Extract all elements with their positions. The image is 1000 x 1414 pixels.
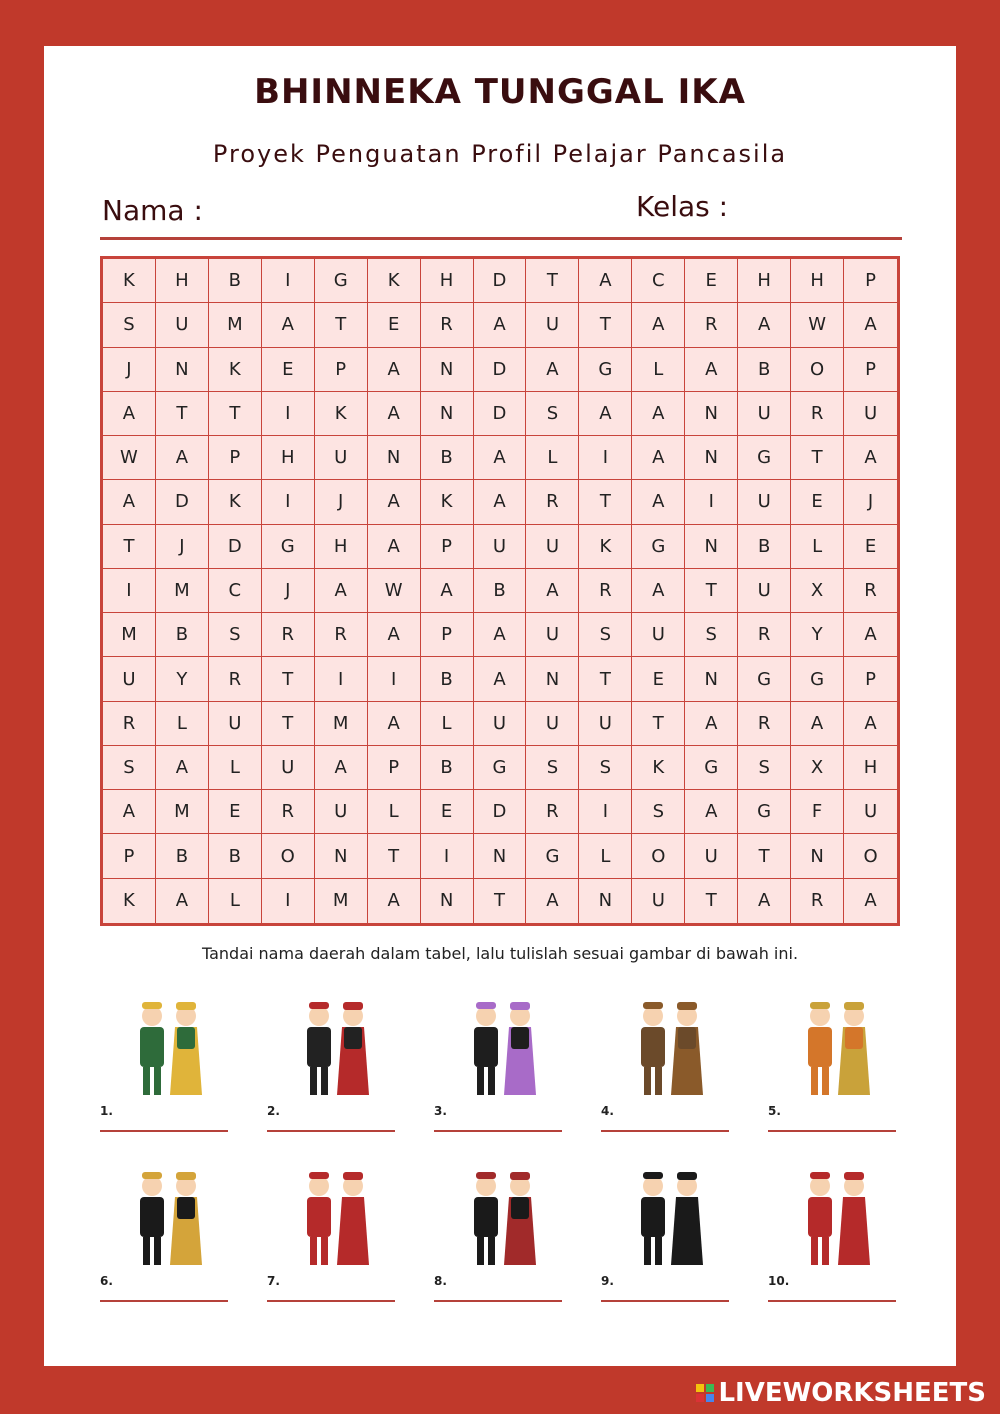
grid-cell[interactable]: G — [474, 746, 527, 790]
grid-cell[interactable]: R — [103, 702, 156, 746]
grid-cell[interactable]: P — [844, 657, 897, 701]
grid-cell[interactable]: U — [156, 303, 209, 347]
answer-slot — [434, 994, 564, 1134]
grid-cell[interactable]: T — [579, 657, 632, 701]
grid-cell[interactable]: X — [791, 746, 844, 790]
grid-cell[interactable]: M — [156, 790, 209, 834]
grid-cell[interactable]: W — [103, 436, 156, 480]
grid-cell[interactable]: F — [791, 790, 844, 834]
grid-cell[interactable]: A — [844, 436, 897, 480]
grid-cell[interactable]: P — [103, 834, 156, 878]
grid-cell[interactable]: U — [632, 879, 685, 923]
grid-cell[interactable]: E — [262, 348, 315, 392]
grid-cell[interactable]: E — [368, 303, 421, 347]
grid-cell[interactable]: K — [368, 259, 421, 303]
grid-cell[interactable]: U — [632, 613, 685, 657]
grid-cell[interactable]: K — [632, 746, 685, 790]
grid-cell[interactable]: U — [262, 746, 315, 790]
answer-input-line[interactable] — [100, 1300, 228, 1302]
grid-cell[interactable]: B — [209, 834, 262, 878]
traditional-costume-couple-icon — [788, 994, 888, 1104]
grid-cell[interactable]: U — [738, 392, 791, 436]
grid-cell[interactable]: U — [738, 480, 791, 524]
grid-cell[interactable]: U — [103, 657, 156, 701]
grid-cell[interactable]: E — [421, 790, 474, 834]
grid-cell[interactable]: A — [844, 702, 897, 746]
grid-cell[interactable]: L — [368, 790, 421, 834]
grid-cell[interactable]: U — [526, 702, 579, 746]
grid-cell[interactable]: K — [579, 525, 632, 569]
grid-cell[interactable]: I — [421, 834, 474, 878]
grid-cell[interactable]: A — [474, 613, 527, 657]
grid-cell[interactable]: H — [738, 259, 791, 303]
grid-cell[interactable]: A — [156, 879, 209, 923]
grid-cell[interactable]: R — [262, 613, 315, 657]
grid-cell[interactable]: A — [526, 879, 579, 923]
grid-cell[interactable]: N — [156, 348, 209, 392]
grid-cell[interactable]: S — [209, 613, 262, 657]
grid-cell[interactable]: I — [103, 569, 156, 613]
grid-cell[interactable]: S — [579, 746, 632, 790]
grid-cell[interactable]: A — [791, 702, 844, 746]
word-search-grid — [100, 256, 900, 926]
grid-cell[interactable]: H — [421, 259, 474, 303]
grid-cell[interactable]: K — [315, 392, 368, 436]
grid-cell[interactable]: L — [579, 834, 632, 878]
grid-cell[interactable]: N — [421, 392, 474, 436]
grid-cell[interactable]: R — [791, 879, 844, 923]
watermark-text: LIVEWORKSHEETS — [718, 1378, 986, 1408]
grid-cell[interactable]: A — [156, 436, 209, 480]
grid-cell[interactable]: U — [474, 702, 527, 746]
grid-cell[interactable]: P — [421, 525, 474, 569]
answer-number: 8. — [434, 1274, 447, 1288]
grid-cell[interactable]: T — [368, 834, 421, 878]
grid-cell[interactable]: A — [103, 790, 156, 834]
grid-cell[interactable]: A — [474, 436, 527, 480]
grid-cell[interactable]: L — [209, 746, 262, 790]
grid-cell[interactable]: A — [474, 303, 527, 347]
grid-cell[interactable]: S — [685, 613, 738, 657]
grid-cell[interactable]: S — [738, 746, 791, 790]
traditional-costume-couple-icon — [120, 1164, 220, 1274]
grid-cell[interactable]: A — [526, 569, 579, 613]
answer-number: 2. — [267, 1104, 280, 1118]
grid-cell[interactable]: A — [368, 525, 421, 569]
grid-cell[interactable]: R — [421, 303, 474, 347]
grid-cell[interactable]: D — [156, 480, 209, 524]
page-subtitle: Proyek Penguatan Profil Pelajar Pancasila — [212, 140, 788, 168]
grid-cell[interactable]: M — [103, 613, 156, 657]
grid-cell[interactable]: S — [579, 613, 632, 657]
grid-cell[interactable]: T — [526, 259, 579, 303]
grid-cell[interactable]: M — [209, 303, 262, 347]
grid-cell[interactable]: T — [791, 436, 844, 480]
answer-slot — [267, 1164, 397, 1304]
grid-cell[interactable]: I — [262, 480, 315, 524]
answer-input-line[interactable] — [768, 1300, 896, 1302]
grid-cell[interactable]: U — [738, 569, 791, 613]
grid-cell[interactable]: R — [685, 303, 738, 347]
grid-cell[interactable]: T — [738, 834, 791, 878]
grid-cell[interactable]: A — [421, 569, 474, 613]
grid-cell[interactable]: M — [156, 569, 209, 613]
grid-cell[interactable]: R — [738, 613, 791, 657]
grid-cell[interactable]: D — [474, 348, 527, 392]
grid-cell[interactable]: K — [209, 348, 262, 392]
grid-cell[interactable]: C — [632, 259, 685, 303]
grid-cell[interactable]: U — [579, 702, 632, 746]
grid-cell[interactable]: H — [844, 746, 897, 790]
grid-cell[interactable]: A — [632, 569, 685, 613]
grid-cell[interactable]: G — [315, 259, 368, 303]
grid-cell[interactable]: A — [738, 303, 791, 347]
grid-cell[interactable]: G — [632, 525, 685, 569]
grid-cell[interactable]: D — [474, 259, 527, 303]
grid-cell[interactable]: E — [844, 525, 897, 569]
grid-cell[interactable]: P — [368, 746, 421, 790]
grid-cell[interactable]: G — [738, 657, 791, 701]
grid-cell[interactable]: R — [738, 702, 791, 746]
grid-cell[interactable]: A — [103, 480, 156, 524]
grid-cell[interactable]: I — [262, 259, 315, 303]
answer-number: 1. — [100, 1104, 113, 1118]
grid-cell[interactable]: N — [685, 525, 738, 569]
grid-cell[interactable]: T — [685, 879, 738, 923]
grid-cell[interactable]: A — [738, 879, 791, 923]
grid-cell[interactable]: I — [579, 436, 632, 480]
grid-cell[interactable]: P — [209, 436, 262, 480]
grid-cell[interactable]: A — [156, 746, 209, 790]
grid-cell[interactable]: P — [315, 348, 368, 392]
grid-cell[interactable]: R — [844, 569, 897, 613]
grid-cell[interactable]: S — [526, 746, 579, 790]
grid-cell[interactable]: R — [579, 569, 632, 613]
grid-cell[interactable]: L — [526, 436, 579, 480]
answer-number: 7. — [267, 1274, 280, 1288]
grid-cell[interactable]: A — [844, 303, 897, 347]
kelas-label: Kelas : — [636, 190, 729, 223]
grid-cell[interactable]: A — [632, 480, 685, 524]
grid-cell[interactable]: A — [474, 480, 527, 524]
answer-input-line[interactable] — [267, 1300, 395, 1302]
grid-cell[interactable]: R — [262, 790, 315, 834]
grid-cell[interactable]: N — [685, 436, 738, 480]
answer-slot — [768, 1164, 898, 1304]
grid-cell[interactable]: P — [421, 613, 474, 657]
answer-slot — [100, 1164, 230, 1304]
grid-cell[interactable]: T — [315, 303, 368, 347]
answer-number: 3. — [434, 1104, 447, 1118]
traditional-costume-couple-icon — [621, 1164, 721, 1274]
grid-cell[interactable]: N — [421, 879, 474, 923]
grid-cell[interactable]: J — [103, 348, 156, 392]
grid-cell[interactable]: B — [738, 348, 791, 392]
grid-cell[interactable]: B — [474, 569, 527, 613]
grid-cell[interactable]: B — [421, 657, 474, 701]
traditional-costume-couple-icon — [454, 1164, 554, 1274]
answer-slot — [768, 994, 898, 1134]
grid-cell[interactable]: T — [579, 480, 632, 524]
grid-cell[interactable]: A — [368, 392, 421, 436]
grid-cell[interactable]: M — [315, 879, 368, 923]
grid-cell[interactable]: A — [864, 890, 877, 912]
grid-cell[interactable]: A — [368, 702, 421, 746]
grid-cell[interactable]: U — [526, 303, 579, 347]
grid-cell[interactable]: H — [156, 259, 209, 303]
grid-cell[interactable]: N — [685, 657, 738, 701]
grid-cell[interactable]: W — [791, 303, 844, 347]
grid-cell[interactable]: R — [315, 613, 368, 657]
answer-input-line[interactable] — [434, 1130, 562, 1132]
grid-cell[interactable]: Y — [156, 657, 209, 701]
answer-number: 10. — [768, 1274, 790, 1288]
grid-cell[interactable]: A — [632, 303, 685, 347]
grid-cell[interactable]: S — [103, 746, 156, 790]
grid-cell[interactable]: S — [526, 392, 579, 436]
grid-cell[interactable]: P — [844, 348, 897, 392]
grid-cell[interactable]: J — [315, 480, 368, 524]
grid-cell[interactable]: A — [526, 348, 579, 392]
grid-cell[interactable]: T — [632, 702, 685, 746]
grid-cell[interactable]: G — [579, 348, 632, 392]
grid-cell[interactable]: K — [103, 879, 156, 923]
grid-cell[interactable]: M — [315, 702, 368, 746]
grid-cell[interactable]: O — [262, 834, 315, 878]
grid-cell[interactable]: C — [209, 569, 262, 613]
grid-cell[interactable]: J — [156, 525, 209, 569]
grid-cell[interactable]: G — [526, 834, 579, 878]
answer-slot — [601, 1164, 731, 1304]
answer-number: 9. — [601, 1274, 614, 1288]
grid-cell[interactable]: H — [315, 525, 368, 569]
grid-cell[interactable]: R — [209, 657, 262, 701]
grid-cell[interactable]: G — [738, 436, 791, 480]
grid-cell[interactable]: N — [579, 879, 632, 923]
grid-cell[interactable]: A — [579, 392, 632, 436]
grid-cell[interactable]: G — [685, 746, 738, 790]
grid-cell[interactable]: L — [791, 525, 844, 569]
answer-slot — [100, 994, 230, 1134]
grid-cell[interactable]: U — [685, 834, 738, 878]
grid-cell[interactable]: O — [791, 348, 844, 392]
grid-cell[interactable]: I — [368, 657, 421, 701]
grid-cell[interactable]: B — [209, 259, 262, 303]
grid-cell[interactable]: G — [262, 525, 315, 569]
liveworksheets-logo-icon — [696, 1384, 714, 1402]
grid-cell[interactable]: S — [632, 790, 685, 834]
grid-cell[interactable]: J — [262, 569, 315, 613]
grid-cell[interactable]: A — [368, 348, 421, 392]
grid-cell[interactable]: D — [474, 790, 527, 834]
grid-cell[interactable]: I — [315, 657, 368, 701]
grid-cell[interactable]: J — [844, 480, 897, 524]
traditional-costume-couple-icon — [287, 994, 387, 1104]
grid-cell[interactable]: N — [526, 657, 579, 701]
grid-cell[interactable]: A — [315, 746, 368, 790]
grid-cell[interactable]: U — [209, 702, 262, 746]
grid-cell[interactable]: A — [685, 790, 738, 834]
grid-cell[interactable]: A — [368, 480, 421, 524]
grid-cell[interactable]: G — [738, 790, 791, 834]
grid-cell[interactable]: D — [474, 392, 527, 436]
grid-cell[interactable]: U — [526, 613, 579, 657]
answer-input-line[interactable] — [601, 1130, 729, 1132]
grid-cell[interactable]: U — [526, 525, 579, 569]
grid-cell[interactable]: N — [474, 834, 527, 878]
answer-input-line[interactable] — [768, 1130, 896, 1132]
nama-label: Nama : — [102, 194, 203, 227]
header-divider — [100, 237, 902, 240]
grid-cell[interactable]: T — [579, 303, 632, 347]
grid-cell[interactable]: A — [632, 392, 685, 436]
traditional-costume-couple-icon — [287, 1164, 387, 1274]
grid-cell[interactable]: A — [262, 303, 315, 347]
grid-cell[interactable]: E — [209, 790, 262, 834]
answer-input-line[interactable] — [434, 1300, 562, 1302]
grid-cell[interactable]: P — [844, 259, 897, 303]
answer-input-line[interactable] — [601, 1300, 729, 1302]
answer-slot — [601, 994, 731, 1134]
grid-cell[interactable]: B — [156, 834, 209, 878]
grid-cell[interactable]: E — [791, 480, 844, 524]
grid-cell[interactable]: I — [685, 480, 738, 524]
grid-cell[interactable]: N — [421, 348, 474, 392]
grid-cell[interactable]: U — [474, 525, 527, 569]
grid-cell[interactable]: O — [844, 834, 897, 878]
grid-cell[interactable]: K — [103, 259, 156, 303]
grid-cell[interactable]: B — [421, 746, 474, 790]
answer-slot — [267, 994, 397, 1134]
grid-cell[interactable]: R — [526, 480, 579, 524]
grid-cell[interactable]: L — [632, 348, 685, 392]
grid-cell[interactable]: E — [685, 259, 738, 303]
traditional-costume-couple-icon — [120, 994, 220, 1104]
grid-cell[interactable]: K — [421, 480, 474, 524]
grid-cell[interactable]: U — [844, 790, 897, 834]
grid-cell[interactable]: A — [368, 613, 421, 657]
traditional-costume-couple-icon — [621, 994, 721, 1104]
grid-cell[interactable]: I — [262, 392, 315, 436]
grid-cell[interactable]: G — [791, 657, 844, 701]
grid-cell[interactable]: X — [791, 569, 844, 613]
grid-cell[interactable]: H — [791, 259, 844, 303]
grid-cell[interactable]: T — [474, 879, 527, 923]
grid-cell[interactable]: N — [315, 834, 368, 878]
grid-cell[interactable]: I — [262, 879, 315, 923]
page-title: BHINNEKA TUNGGAL IKA — [254, 72, 746, 112]
grid-cell[interactable]: W — [368, 569, 421, 613]
grid-cell[interactable]: K — [209, 480, 262, 524]
grid-cell[interactable]: L — [209, 879, 262, 923]
grid-cell[interactable]: Y — [791, 613, 844, 657]
grid-cell[interactable]: U — [315, 436, 368, 480]
answer-number: 5. — [768, 1104, 781, 1118]
grid-cell[interactable]: A — [474, 657, 527, 701]
grid-cell[interactable]: B — [421, 436, 474, 480]
grid-cell[interactable]: A — [315, 569, 368, 613]
grid-cell[interactable]: R — [791, 392, 844, 436]
liveworksheets-watermark — [696, 1378, 986, 1408]
grid-cell[interactable]: N — [685, 392, 738, 436]
grid-cell[interactable]: A — [103, 392, 156, 436]
answer-number: 6. — [100, 1274, 113, 1288]
grid-cell[interactable]: N — [791, 834, 844, 878]
grid-cell[interactable]: B — [738, 525, 791, 569]
answer-input-line[interactable] — [267, 1130, 395, 1132]
grid-cell[interactable]: A — [685, 348, 738, 392]
grid-cell[interactable]: L — [421, 702, 474, 746]
grid-cell[interactable]: T — [156, 392, 209, 436]
grid-cell[interactable]: A — [368, 879, 421, 923]
grid-cell[interactable]: T — [209, 392, 262, 436]
grid-cell[interactable]: A — [685, 702, 738, 746]
grid-cell[interactable]: T — [262, 702, 315, 746]
grid-cell[interactable]: I — [579, 790, 632, 834]
grid-cell[interactable]: A — [632, 436, 685, 480]
grid-cell[interactable]: T — [262, 657, 315, 701]
answer-input-line[interactable] — [100, 1130, 228, 1132]
grid-cell[interactable]: U — [844, 392, 897, 436]
traditional-costume-couple-icon — [788, 1164, 888, 1274]
grid-cell[interactable]: D — [209, 525, 262, 569]
answer-slot — [434, 1164, 564, 1304]
grid-cell[interactable]: U — [315, 790, 368, 834]
grid-cell[interactable]: N — [368, 436, 421, 480]
grid-cell[interactable]: T — [685, 569, 738, 613]
answer-number: 4. — [601, 1104, 614, 1118]
grid-cell[interactable]: A — [844, 613, 897, 657]
instruction-text: Tandai nama daerah dalam tabel, lalu tulislah sesuai gambar di bawah ini. — [201, 944, 799, 963]
grid-cell[interactable]: E — [632, 657, 685, 701]
grid-cell[interactable]: A — [579, 259, 632, 303]
grid-cell[interactable]: S — [103, 303, 156, 347]
grid-cell[interactable]: O — [632, 834, 685, 878]
grid-cell[interactable]: T — [103, 525, 156, 569]
grid-cell[interactable]: H — [262, 436, 315, 480]
grid-cell[interactable]: R — [526, 790, 579, 834]
grid-cell[interactable]: L — [156, 702, 209, 746]
grid-cell[interactable]: B — [156, 613, 209, 657]
traditional-costume-couple-icon — [454, 994, 554, 1104]
